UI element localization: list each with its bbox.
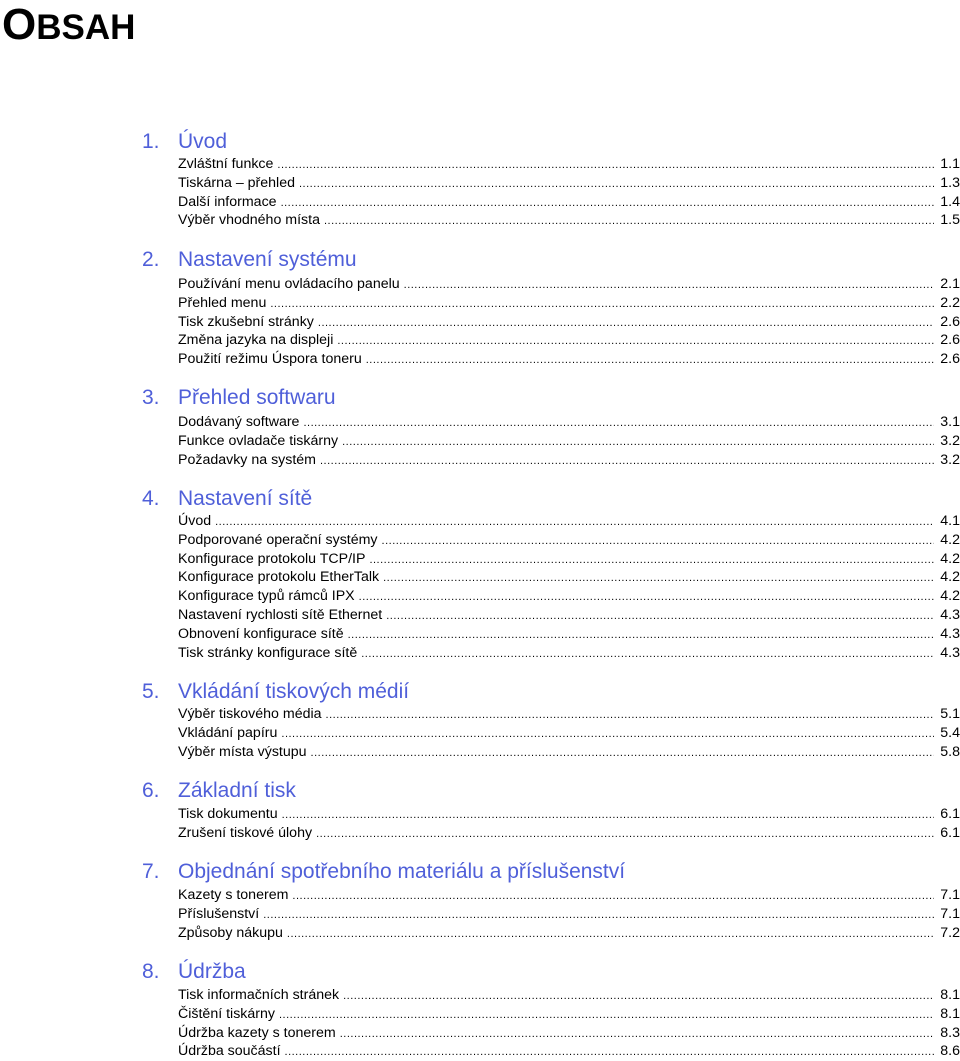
toc-entry-label: Další informace	[178, 193, 277, 210]
toc-entry-page-number: 8.3	[940, 1024, 960, 1041]
toc-entry-page-number: 5.8	[940, 743, 960, 760]
toc-entry-label: Údržba kazety s tonerem	[178, 1024, 336, 1041]
toc-entry-label: Podporované operační systémy	[178, 531, 378, 548]
toc-entry[interactable]	[178, 886, 960, 904]
dot-leader	[361, 645, 934, 663]
chapter-title: Nastavení sítě	[178, 487, 313, 510]
toc-entry-page-number: 4.1	[940, 513, 960, 529]
toc-entry[interactable]	[178, 512, 960, 530]
toc-entry[interactable]	[178, 743, 960, 761]
toc-entry-label: Dodávaný software	[178, 414, 300, 430]
toc-entry-label: Konfigurace protokolu EtherTalk	[178, 569, 380, 586]
dot-leader	[326, 706, 935, 724]
dot-leader	[359, 588, 935, 606]
toc-entry[interactable]	[178, 724, 960, 742]
chapter-heading[interactable]	[142, 128, 227, 156]
toc-entry[interactable]	[178, 451, 960, 469]
toc-entry-page-number: 1.3	[940, 174, 960, 191]
toc-entry-label: Požadavky na systém	[178, 451, 316, 468]
toc-entry-page-number: 4.2	[940, 588, 960, 605]
chapter-heading[interactable]	[142, 485, 312, 513]
toc-entry-page-number: 4.3	[940, 625, 960, 642]
toc-entry-page-number: 7.2	[940, 924, 960, 941]
toc-entry-page-number: 4.3	[940, 607, 960, 623]
dot-leader	[382, 532, 935, 550]
toc-entry[interactable]	[178, 568, 960, 586]
toc-entry-page-number: 4.3	[940, 644, 960, 661]
toc-entry[interactable]	[178, 625, 960, 643]
toc-entry-page-number: 4.2	[940, 569, 960, 586]
toc-entry-label: Příslušenství	[178, 905, 260, 922]
toc-entry[interactable]	[178, 1024, 960, 1042]
dot-leader	[281, 194, 935, 212]
chapter-title: Úvod	[178, 130, 228, 153]
toc-entry-label: Použití režimu Úspora toneru	[178, 351, 362, 368]
toc-entry[interactable]	[178, 313, 960, 331]
dot-leader	[320, 452, 934, 470]
toc-entry-page-number: 3.1	[940, 414, 960, 430]
chapter-number: 8.	[142, 960, 160, 983]
toc-entry-label: Vkládání papíru	[178, 724, 278, 741]
toc-entry[interactable]	[178, 924, 960, 942]
toc-entry-label: Čištění tiskárny	[178, 1005, 275, 1022]
toc-entry-label: Používání menu ovládacího panelu	[178, 276, 400, 292]
toc-entry-label: Tisk dokumentu	[178, 806, 278, 822]
toc-entry[interactable]	[178, 986, 960, 1004]
toc-entry[interactable]	[178, 174, 960, 192]
toc-entry[interactable]	[178, 413, 960, 431]
toc-entry-label: Konfigurace typů rámců IPX	[178, 588, 355, 605]
toc-entry[interactable]	[178, 193, 960, 211]
toc-entry-page-number: 1.1	[940, 156, 960, 172]
dot-leader	[342, 433, 934, 451]
toc-entry-label: Zvláštní funkce	[178, 156, 274, 172]
dot-leader	[337, 332, 934, 350]
toc-entry[interactable]	[178, 550, 960, 568]
dot-leader	[303, 414, 934, 432]
chapter-number: 1.	[142, 130, 160, 153]
chapter-heading[interactable]	[142, 384, 336, 412]
chapter-number: 2.	[142, 248, 160, 271]
toc-entry-page-number: 7.1	[940, 887, 960, 903]
dot-leader	[287, 925, 934, 943]
toc-entry-label: Způsoby nákupu	[178, 924, 283, 941]
dot-leader	[279, 1006, 934, 1024]
toc-entry[interactable]	[178, 606, 960, 624]
dot-leader	[215, 513, 934, 531]
toc-entry-page-number: 4.2	[940, 550, 960, 567]
dot-leader	[281, 725, 934, 743]
dot-leader	[311, 744, 935, 762]
chapter-heading[interactable]	[142, 777, 296, 805]
dot-leader	[263, 906, 934, 924]
dot-leader	[340, 1025, 935, 1043]
chapter-title: Nastavení systému	[178, 248, 357, 271]
dot-leader	[348, 626, 935, 644]
toc-entry-label: Údržba součástí	[178, 1043, 281, 1060]
chapter-title: Přehled softwaru	[178, 386, 336, 409]
chapter-number: 7.	[142, 860, 160, 883]
toc-entry-page-number: 1.4	[940, 193, 960, 210]
chapter-number: 3.	[142, 386, 160, 409]
toc-entry[interactable]	[178, 587, 960, 605]
toc-entry-page-number: 4.2	[940, 531, 960, 548]
toc-entry-page-number: 2.6	[940, 313, 960, 330]
dot-leader	[324, 212, 934, 230]
toc-entry-page-number: 5.1	[940, 706, 960, 722]
dot-leader	[316, 825, 934, 843]
toc-entry-label: Nastavení rychlosti sítě Ethernet	[178, 607, 383, 623]
toc-entry[interactable]	[178, 805, 960, 823]
page-title-rest: BSAH	[36, 8, 136, 47]
toc-entry[interactable]	[178, 294, 960, 312]
toc-entry[interactable]	[178, 331, 960, 349]
dot-leader	[282, 806, 935, 824]
toc-entry-label: Konfigurace protokolu TCP/IP	[178, 550, 366, 567]
toc-entry-label: Tisk informačních stránek	[178, 987, 340, 1003]
toc-entry[interactable]	[178, 531, 960, 549]
page-title-first-letter: O	[2, 0, 37, 49]
dot-leader	[383, 569, 934, 587]
toc-entry[interactable]	[178, 275, 960, 293]
toc-entry-page-number: 2.2	[940, 294, 960, 311]
toc-entry-label: Funkce ovladače tiskárny	[178, 432, 339, 449]
toc-entry-page-number: 6.1	[940, 806, 960, 822]
dot-leader	[299, 175, 934, 193]
chapter-heading[interactable]	[142, 958, 246, 986]
chapter-title: Základní tisk	[178, 779, 296, 802]
toc-entry-label: Zrušení tiskové úlohy	[178, 824, 313, 841]
toc-entry-page-number: 3.2	[940, 451, 960, 468]
toc-entry-page-number: 5.4	[940, 724, 960, 741]
chapter-title: Údržba	[178, 960, 246, 983]
chapter-title: Vkládání tiskových médií	[178, 680, 410, 703]
toc-entry[interactable]	[178, 211, 960, 229]
toc-entry-page-number: 8.1	[940, 987, 960, 1003]
chapter-number: 4.	[142, 487, 160, 510]
toc-entry-label: Tisk zkušební stránky	[178, 313, 314, 330]
dot-leader	[285, 1043, 935, 1061]
toc-entry-label: Tiskárna – přehled	[178, 174, 295, 191]
toc-entry[interactable]	[178, 705, 960, 723]
chapter-heading[interactable]	[142, 858, 625, 886]
toc-entry-label: Změna jazyka na displeji	[178, 332, 334, 349]
toc-entry-page-number: 3.2	[940, 432, 960, 449]
toc-entry-page-number: 6.1	[940, 824, 960, 841]
toc-entry-page-number: 2.1	[940, 276, 960, 292]
toc-entry-page-number: 8.1	[940, 1005, 960, 1022]
dot-leader	[386, 607, 934, 625]
dot-leader	[369, 551, 934, 569]
dot-leader	[404, 276, 935, 294]
chapter-heading[interactable]	[142, 246, 357, 274]
toc-entry[interactable]	[178, 905, 960, 923]
toc-entry-label: Výběr místa výstupu	[178, 743, 307, 760]
toc-entry-label: Úvod	[178, 513, 212, 529]
toc-entry[interactable]	[178, 350, 960, 368]
dot-leader	[318, 314, 934, 332]
toc-entry[interactable]	[178, 155, 960, 173]
toc-entry-page-number: 1.5	[940, 212, 960, 229]
toc-entry-label: Přehled menu	[178, 294, 267, 311]
dot-leader	[292, 887, 934, 905]
dot-leader	[277, 156, 934, 174]
toc-entry-page-number: 8.6	[940, 1043, 960, 1060]
chapter-title: Objednání spotřebního materiálu a příslušenství	[178, 860, 626, 883]
toc-entry[interactable]	[178, 1005, 960, 1023]
toc-entry[interactable]	[178, 824, 960, 842]
toc-entry-page-number: 7.1	[940, 905, 960, 922]
toc-entry[interactable]	[178, 644, 960, 662]
toc-entry[interactable]	[178, 432, 960, 450]
chapter-number: 5.	[142, 680, 160, 703]
toc-entry-label: Obnovení konfigurace sítě	[178, 625, 344, 642]
dot-leader	[343, 987, 934, 1005]
toc-entry-label: Výběr tiskového média	[178, 706, 322, 722]
chapter-number: 6.	[142, 779, 160, 802]
dot-leader	[366, 351, 935, 369]
toc-entry-label: Kazety s tonerem	[178, 887, 289, 903]
toc-entry-page-number: 2.6	[940, 332, 960, 349]
chapter-heading[interactable]	[142, 678, 409, 706]
toc-entry-label: Tisk stránky konfigurace sítě	[178, 644, 358, 661]
dot-leader	[270, 295, 934, 313]
toc-entry-page-number: 2.6	[940, 351, 960, 368]
toc-entry-label: Výběr vhodného místa	[178, 212, 320, 229]
